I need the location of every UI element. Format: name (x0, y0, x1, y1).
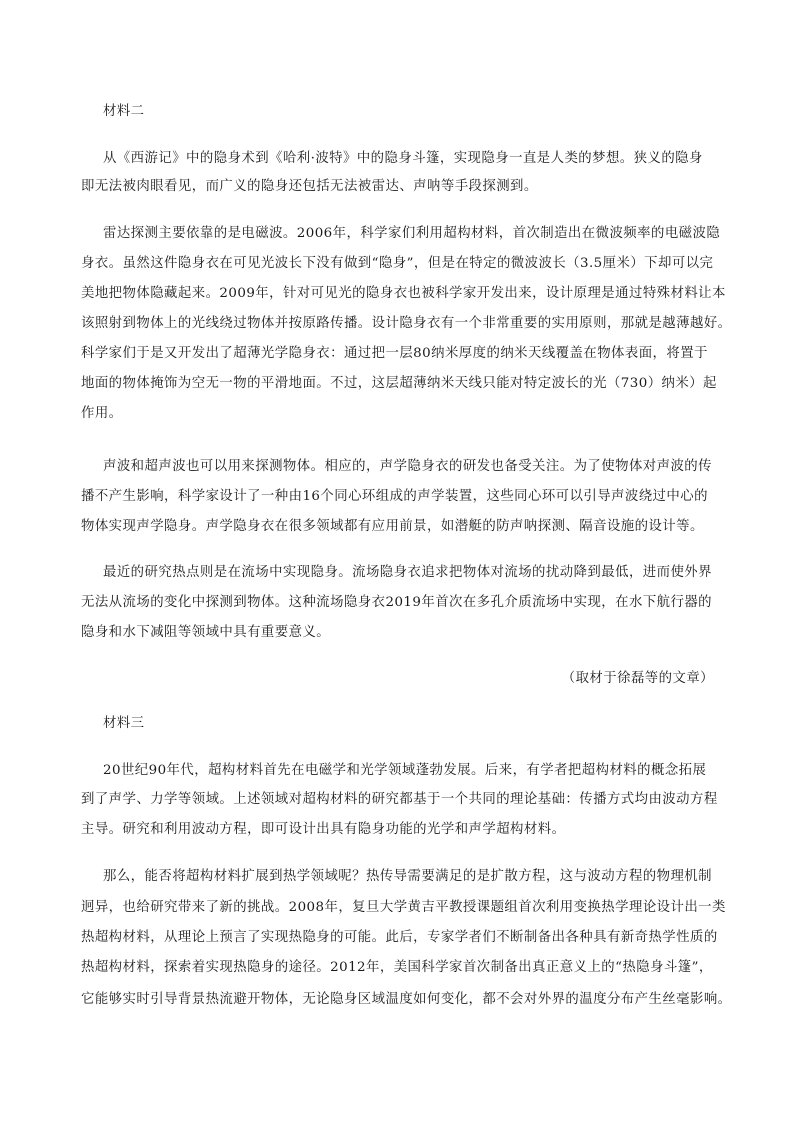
text-line: 热超构材料，从理论上预言了实现热隐身的可能。此后，专家学者们不断制备出各种具有新奇热学性质的 (81, 930, 718, 945)
text-line: 即无法被肉眼看见，而广义的隐身还包括无法被雷达、声呐等手段探测到。 (81, 179, 538, 194)
text-line: 到了声学、力学等领域。上述领域对超构材料的研究都基于一个共同的理论基础：传播方式均由波动方程 (81, 792, 718, 807)
source-citation: （取材于徐磊等的文章） (561, 671, 714, 686)
text-line: 地面的物体掩饰为空无一物的平滑地面。不过，这层超薄纳米天线只能对特定波长的光（730）纳米）起 (81, 376, 717, 391)
text-line: 物体实现声学隐身。声学隐身衣在很多领域都有应用前景，如潜艇的防声呐探测、隔音设施的设计等。 (81, 519, 704, 534)
text-line: 隐身和水下减阻等领域中具有重要意义。 (81, 625, 331, 640)
text-line: 它能够实时引导背景热流避开物体，无论隐身区域温度如何变化，都不会对外界的温度分布产生丝毫影响。 (81, 992, 732, 1007)
text-line: 身衣。虽然这件隐身衣在可见光波长下没有做到“隐身”，但是在特定的微波波长（3.5厘米）下却可以完 (81, 256, 714, 271)
text-line: 美地把物体隐藏起来。2009年，针对可见光的隐身衣也被科学家开发出来，设计原理是通过特殊材料让本 (81, 286, 726, 301)
text-line: 作用。 (81, 406, 123, 421)
text-line: 迥异，也给研究带来了新的挑战。2008年，复旦大学黄吉平教授课题组首次利用变换热学理论设计出一类 (81, 900, 726, 915)
text-line: 那么，能否将超构材料扩展到热学领域呢？热传导需要满足的是扩散方程，这与波动方程的物理机制 (103, 869, 712, 884)
text-line: 热超构材料，探索着实现热隐身的途径。2012年，美国科学家首次制备出真正意义上的“热隐身斗篷”， (81, 960, 713, 975)
text-line: 最近的研究热点则是在流场中实现隐身。流场隐身衣追求把物体对流场的扰动降到最低，进而使外界 (103, 565, 712, 580)
text-line: 科学家们于是又开发出了超薄光学隐身衣：通过把一层80纳米厚度的纳米天线覆盖在物体表面，将置于 (81, 346, 708, 361)
text-line: 声波和超声波也可以用来探测物体。相应的，声学隐身衣的研发也备受关注。为了使物体对声波的传 (103, 459, 712, 474)
text-line: 无法从流场的变化中探测到物体。这种流场隐身衣2019年首次在多孔介质流场中实现，在水下航行器的 (81, 595, 713, 610)
material2-heading: 材料二 (103, 104, 145, 119)
text-line: 20世纪90年代，超构材料首先在电磁学和光学领域蓬勃发展。后来，有学者把超构材料的概念拓展 (103, 763, 707, 778)
text-line: 雷达探测主要依靠的是电磁波。2006年，科学家们利用超构材料，首次制造出在微波频率的电磁波隐 (103, 226, 721, 241)
text-line: 主导。研究和利用波动方程，即可设计出具有隐身功能的光学和声学超构材料。 (81, 822, 566, 837)
text-line: 播不产生影响，科学家设计了一种由16个同心环组成的声学装置，这些同心环可以引导声波绕过中心的 (81, 489, 708, 504)
text-line: 从《西游记》中的隐身术到《哈利·波特》中的隐身斗篷，实现隐身一直是人类的梦想。狭义的隐身 (103, 151, 703, 166)
material3-heading: 材料三 (103, 716, 145, 731)
text-line: 该照射到物体上的光线绕过物体并按原路传播。设计隐身衣有一个非常重要的实用原则，那就是越薄越好。 (81, 316, 732, 331)
